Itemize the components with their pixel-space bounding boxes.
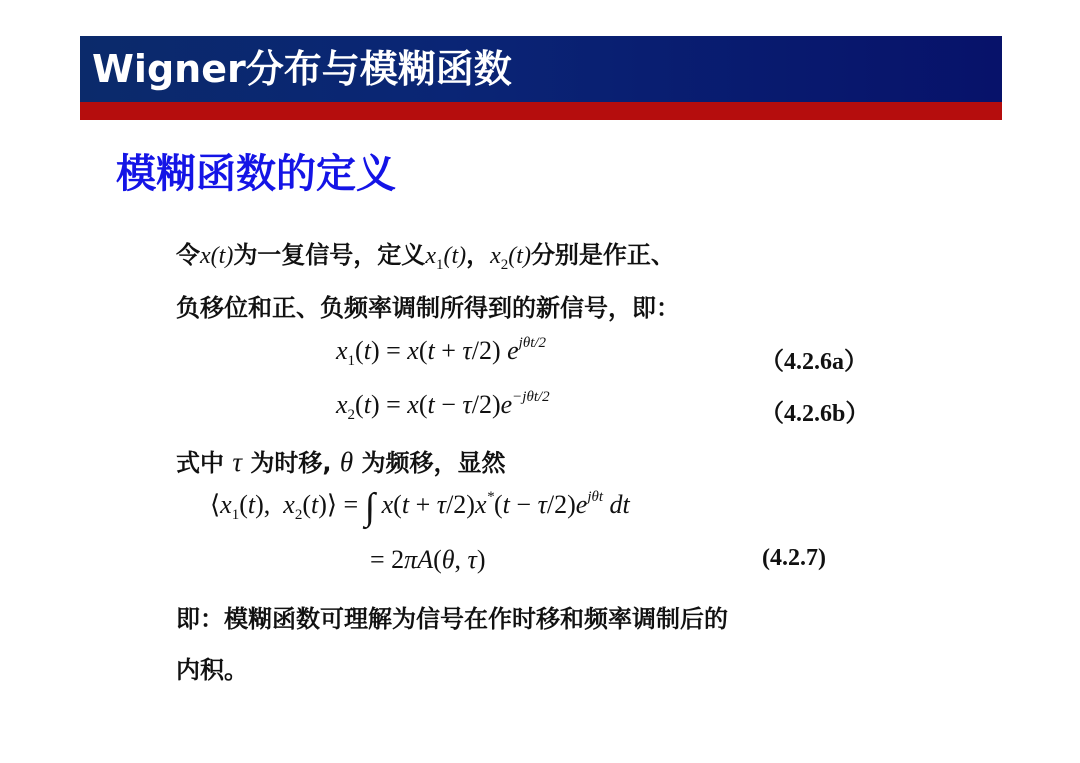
tau-symbol: τ [232, 447, 243, 477]
theta-symbol: θ [339, 447, 354, 477]
intro-text-a: 令 [176, 241, 200, 269]
equation-label-4-2-7: (4.2.7) [762, 545, 826, 571]
intro-line-1 [176, 235, 675, 273]
conclusion-line-1: 即：模糊函数可理解为信号在作时移和频率调制后的 [176, 605, 728, 633]
variable-explanation-line [176, 443, 506, 478]
page-title: Wigner分布与模糊函数 [92, 47, 512, 91]
intro-text-c: ， [466, 241, 491, 269]
conclusion-line-2: 内积。 [176, 656, 248, 684]
explain-text-c: 为频移，显然 [361, 449, 506, 477]
equation-ambiguity-result: = 2πA(θ, τ) [370, 545, 486, 574]
equation-4-2-6a: $x_1(t) = x(t + \tau/2)$ $e^{j\theta t/2}$ [336, 335, 547, 369]
section-heading: 模糊函数的定义 [116, 151, 396, 197]
title-banner [80, 36, 1002, 102]
equation-label-4-2-6b: （4.2.6b） [760, 401, 870, 427]
intro-text-b: 为一复信号，定义 [233, 241, 426, 269]
equation-4-2-6b: $x_2(t) = x(t - \tau/2)e^{-j\theta t/2}$ [336, 389, 550, 423]
equation-label-4-2-6a: （4.2.6a） [760, 349, 868, 375]
signal-x2-symbol: $x_2(t)$ [490, 243, 531, 273]
intro-line-2: 负移位和正、负频率调制所得到的新信号，即： [176, 294, 680, 322]
signal-x1-symbol: $x_1(t)$ [425, 243, 467, 273]
explain-text-a: 式中 [176, 449, 224, 477]
signal-x-symbol: x(t) [200, 243, 234, 269]
intro-text-d: 分别是作正、 [530, 241, 675, 269]
equation-inner-product: $⟨x_1(t)$, $x_2(t)⟩$ = ∫ $x(t + \tau/2)x^*(t - \tau/2)e^{j\theta t}$ dt [210, 486, 630, 528]
explain-text-b: 为时移, [250, 449, 332, 477]
accent-bar [80, 102, 1002, 120]
